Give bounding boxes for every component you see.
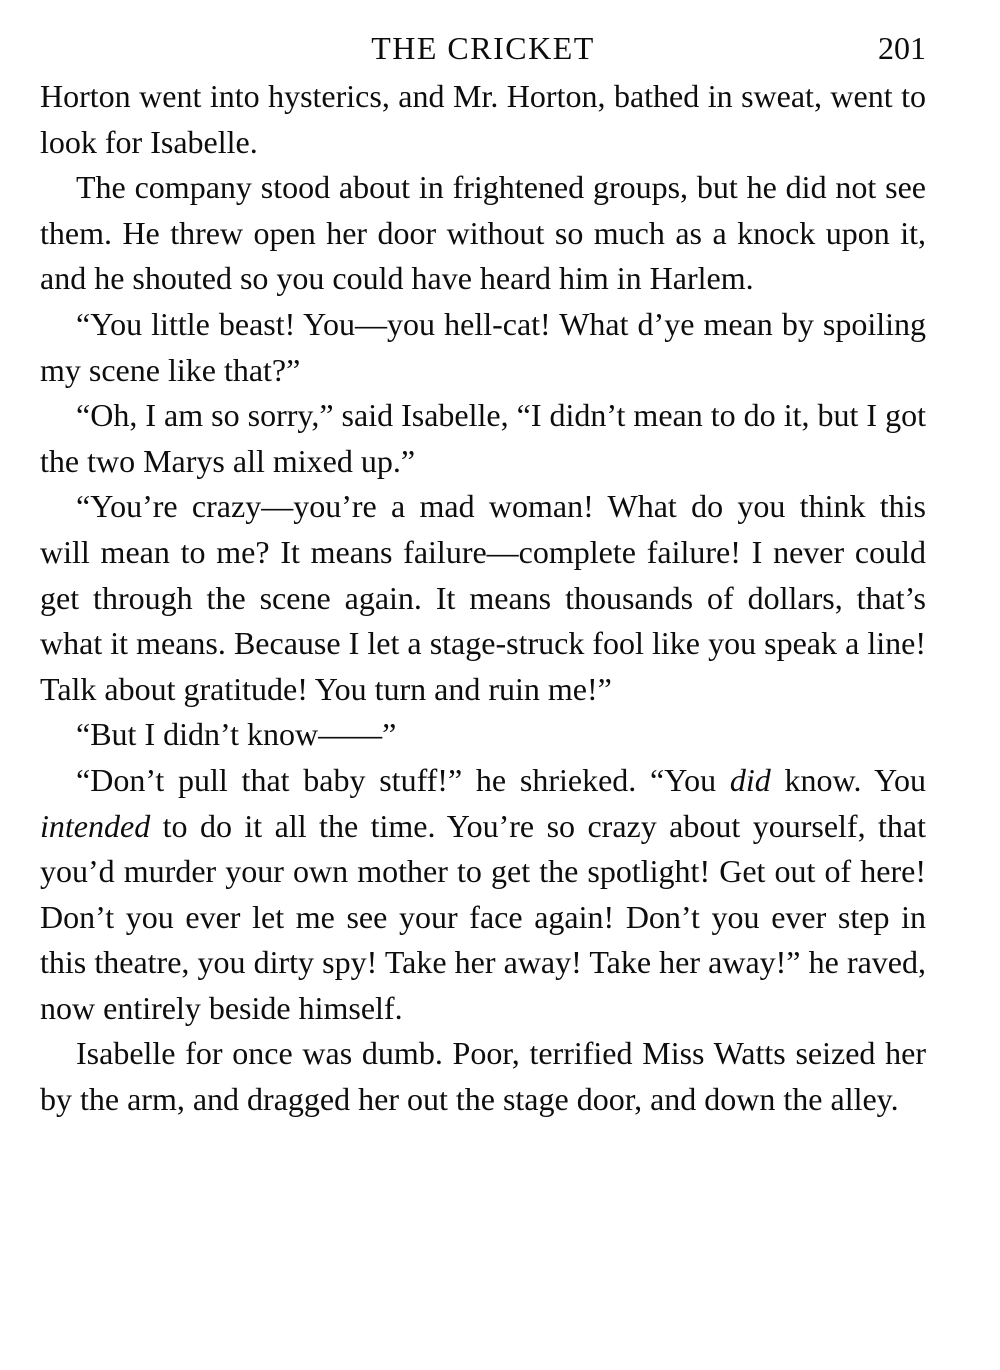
paragraph bbox=[40, 484, 926, 712]
text-run: “You little beast! You—you hell-cat! What d’ye mean by spoiling my scene like that?” bbox=[40, 305, 926, 388]
text-run: “But I didn’t know——” bbox=[76, 716, 397, 753]
text-run: know. You bbox=[770, 761, 927, 798]
book-page bbox=[40, 22, 926, 1123]
paragraph bbox=[40, 712, 926, 758]
paragraph bbox=[40, 165, 926, 302]
paragraph bbox=[40, 393, 926, 484]
paragraph bbox=[40, 302, 926, 393]
text-run: The company stood about in frightened groups, but he did not see them. He threw open her door without so much as a knock upon it, and he shouted so you could have heard him in Harlem. bbox=[40, 169, 926, 297]
text-run: “Oh, I am so sorry,” said Isabelle, “I didn’t mean to do it, but I got the two Marys all mixed up.” bbox=[40, 397, 926, 479]
text-run: Horton went into hysterics, and Mr. Horton, bathed in sweat, went to look for Isabelle. bbox=[40, 78, 926, 160]
paragraph bbox=[40, 74, 926, 165]
text-run: “You’re crazy—you’re a mad woman! What do you think this will mean to me? It means failure—complete failure! I never could get through the scene again. It means thousands of dollars, that’s what it means. Because I let a stage-struck fool like you speak a line! Talk about gratitude! You turn and ruin me!” bbox=[40, 488, 926, 707]
text-run: to do it all the time. You’re so crazy about yourself, that you’d murder your own mother to get the spotlight! Get out of here! Don’t you ever let me see your face again! Don’t you ever step in this theatre, you dirty spy! Take her away! Take her away!” he raved, now entirely beside himself. bbox=[40, 807, 926, 1026]
text-run: Isabelle for once was dumb. Poor, terrified Miss Watts seized her by the arm, and dragged her out the stage door, and down the alley. bbox=[40, 1035, 926, 1118]
running-title: THE CRICKET bbox=[371, 30, 595, 66]
italic-text-run: did bbox=[729, 761, 771, 798]
paragraph bbox=[40, 758, 926, 1032]
text-run: “Don’t pull that baby stuff!” he shrieked. “You bbox=[76, 761, 730, 798]
page-number: 201 bbox=[878, 30, 926, 66]
italic-text-run: intended bbox=[40, 807, 151, 844]
body-text bbox=[40, 74, 926, 1123]
paragraph bbox=[40, 1031, 926, 1122]
page-header bbox=[40, 22, 926, 74]
